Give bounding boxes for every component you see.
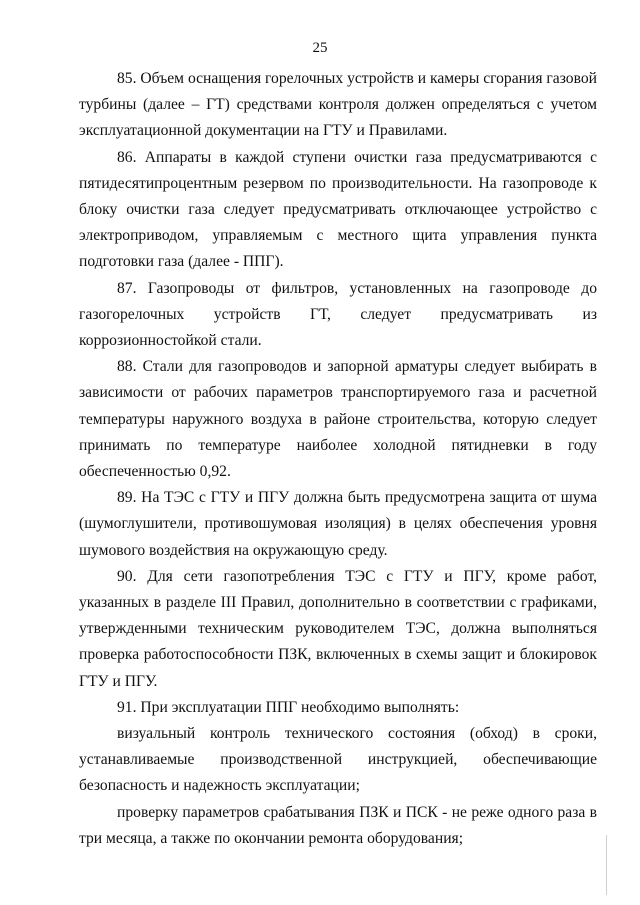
paragraph-91-item-pzk-check: проверку параметров срабатывания ПЗК и ПСК - не реже одного раза в три месяца, а также по окончании ремонта оборудования; xyxy=(79,803,597,847)
paragraph-86: 86. Аппараты в каждой ступени очистки газа предусматриваются с пятидесятипроцентным резервом по производительности. На газопроводе к блоку очистки газа следует предусматривать отключающее устройство с электроприводом, управляемым с местного щита управления пункта подготовки газа (далее - ППГ). xyxy=(79,148,597,271)
paragraph-89: 89. На ТЭС с ГТУ и ПГУ должна быть предусмотрена защита от шума (шумоглушители, противошумовая изоляция) в целях обеспечения уровня шумового воздействия на окружающую среду. xyxy=(79,489,597,559)
scan-edge-line xyxy=(606,835,607,895)
paragraph-87: 87. Газопроводы от фильтров, установленных на газопроводе до газогорелочных устройств ГТ, следует предусматривать из коррозионностойкой стали. xyxy=(79,279,597,350)
document-body xyxy=(79,66,597,852)
paragraph-91-item-visual-control: визуальный контроль технического состояния (обход) в сроки, устанавливаемые производственной инструкцией, обеспечивающие безопасность и надежность эксплуатации; xyxy=(79,725,597,795)
page-number: 25 xyxy=(312,40,328,56)
paragraph-85: 85. Объем оснащения горелочных устройств и камеры сгорания газовой турбины (далее – ГТ) средствами контроля должен определяться с учетом эксплуатационной документации на ГТУ и Правилами. xyxy=(79,70,597,140)
paragraph-90: 90. Для сети газопотребления ТЭС с ГТУ и ПГУ, кроме работ, указанных в разделе III Правил, дополнительно в соответствии с графиками, утвержденными техническим руководителем ТЭС, должна выполняться проверка работоспособности ПЗК, включенных в схемы защит и блокировок ГТУ и ПГУ. xyxy=(79,567,597,690)
paragraph-88: 88. Стали для газопроводов и запорной арматуры следует выбирать в зависимости от рабочих параметров транспортируемого газа и расчетной температуры наружного воздуха в районе строительства, которую следует принимать по температуре наиболее холодной пятидневки в году обеспеченностью 0,92. xyxy=(79,358,597,481)
paragraph-91: 91. При эксплуатации ППГ необходимо выполнять: xyxy=(117,698,460,716)
